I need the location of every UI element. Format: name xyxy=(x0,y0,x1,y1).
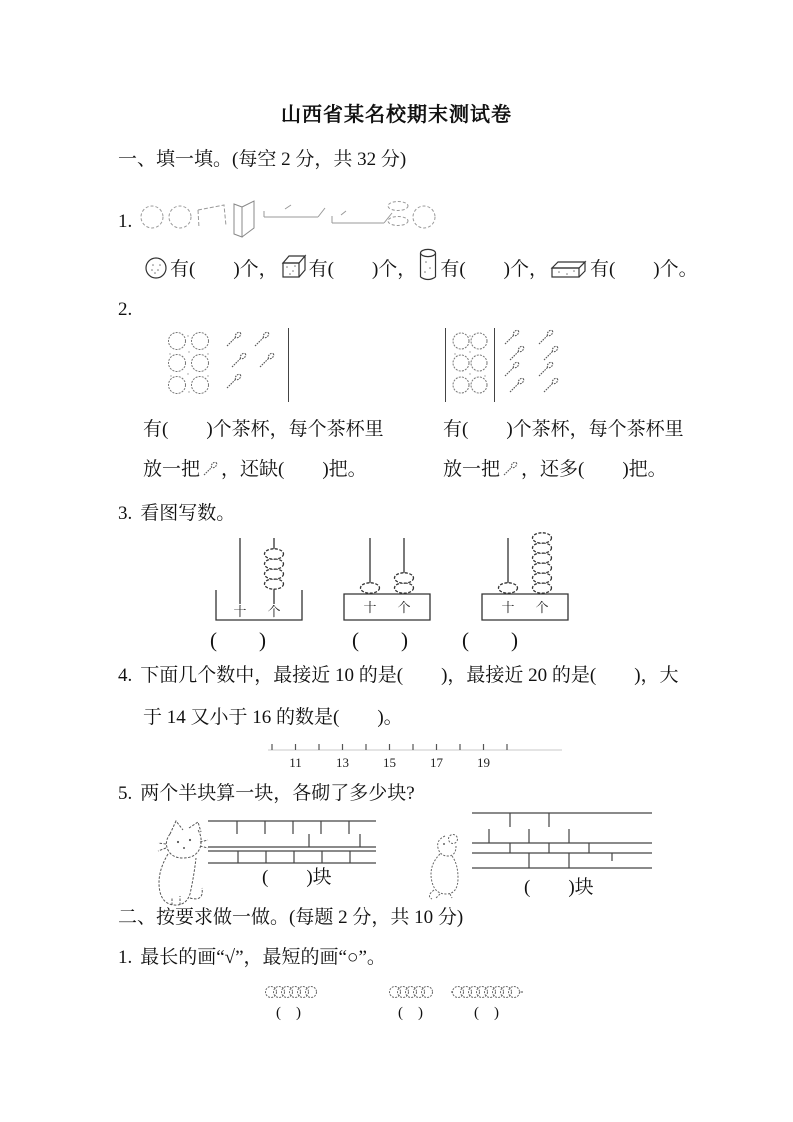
q3-number: 3. xyxy=(118,503,133,524)
q2-left-line2-post: ，还缺( )把。 xyxy=(221,459,367,480)
q4-number: 4. xyxy=(118,665,133,686)
q1-seg-sphere: 有( )个， xyxy=(170,259,278,280)
q5-number: 5. xyxy=(118,783,133,804)
figure-divider-line xyxy=(288,328,289,402)
q3-answer-blank: ( ) xyxy=(210,628,266,652)
tens-label: 十 xyxy=(501,600,515,615)
s2-q1-blank: ( ) xyxy=(398,1005,423,1021)
q5-right-answer-blank: ( )块 xyxy=(524,877,594,898)
q4-line2: 于 14 又小于 16 的数是( )。 xyxy=(143,707,403,728)
ones-label: 个 xyxy=(267,604,281,619)
s2-q1-number: 1. xyxy=(118,947,133,968)
q3-answer-blank: ( ) xyxy=(462,628,518,652)
cylinder-sketch-icon xyxy=(388,202,408,211)
spoon-icon xyxy=(502,461,519,477)
q1-shapes-row-figure xyxy=(136,190,436,238)
flat-cuboid-sketch-icon xyxy=(332,211,392,223)
ring-chain-figure xyxy=(451,984,531,1000)
ones-label: 个 xyxy=(397,600,411,615)
cuboid-icon xyxy=(550,260,588,280)
s2-q1-blank: ( ) xyxy=(276,1005,301,1021)
q1-seg-cuboid: 有( )个。 xyxy=(589,259,698,280)
q4-line1 xyxy=(118,664,679,688)
q2-right-line2-post: ，还多( )把。 xyxy=(521,459,667,480)
flat-cuboid-sketch-icon xyxy=(264,205,325,217)
figure-divider-line xyxy=(445,328,446,402)
cube-icon xyxy=(280,253,307,280)
tens-label: 十 xyxy=(233,604,247,619)
teacups-group-left-figure xyxy=(164,330,216,396)
svg-text:13: 13 xyxy=(336,755,349,770)
ring-chain-figure xyxy=(264,984,322,1000)
q2-left-line2 xyxy=(143,458,367,482)
number-line-figure xyxy=(266,740,566,772)
spoons-group-left-figure xyxy=(224,330,286,398)
svg-text:11: 11 xyxy=(289,755,302,770)
svg-text:15: 15 xyxy=(383,755,396,770)
q4-line1-text: 下面几个数中，最接近 10 的是( )，最接近 20 的是( )，大 xyxy=(140,665,679,686)
q1-fill-line xyxy=(142,248,698,282)
abacus-figure xyxy=(330,532,442,624)
sphere-sketch-icon xyxy=(141,206,163,228)
page-title: 山西省某名校期末测试卷 xyxy=(281,104,512,126)
tens-label: 十 xyxy=(363,600,377,615)
q2-left-line2-pre: 放一把 xyxy=(143,459,201,480)
box-corner-sketch-icon xyxy=(198,205,226,228)
q3-prompt xyxy=(118,502,235,526)
svg-text:19: 19 xyxy=(477,755,490,770)
figure-divider-line xyxy=(494,328,495,402)
s2-q1-blank: ( ) xyxy=(474,1005,499,1021)
mouse-figure xyxy=(426,830,466,900)
q1-number: 1. xyxy=(118,211,133,232)
sphere-sketch-icon xyxy=(169,206,191,228)
teacups-group-right-figure xyxy=(450,330,490,396)
ones-label: 个 xyxy=(535,600,549,615)
s2-q1-text: 最长的画“√”，最短的画“○”。 xyxy=(140,947,386,968)
q1-seg-cylinder: 有( )个， xyxy=(440,259,548,280)
cylinder-sketch-icon xyxy=(388,217,408,226)
q3-text: 看图写数。 xyxy=(140,503,236,524)
s2-q1-prompt xyxy=(118,946,386,970)
section1-heading: 一、填一填。(每空 2 分，共 32 分) xyxy=(118,149,407,170)
q2-right-line1: 有( )个茶杯，每个茶杯里 xyxy=(443,419,684,440)
q5-text: 两个半块算一块，各砌了多少块? xyxy=(140,783,415,804)
brick-wall-right-figure xyxy=(472,810,652,872)
cylinder-icon xyxy=(418,248,438,282)
q2-number: 2. xyxy=(118,299,133,320)
standing-box-sketch-icon xyxy=(234,201,254,237)
q2-left-line1: 有( )个茶杯，每个茶杯里 xyxy=(143,419,384,440)
spoon-icon xyxy=(202,461,219,477)
q3-answer-blank: ( ) xyxy=(352,628,408,652)
q1-seg-cube: 有( )个， xyxy=(308,259,417,280)
spoons-group-right-figure xyxy=(502,328,578,400)
q2-right-line2-pre: 放一把 xyxy=(443,459,501,480)
svg-text:17: 17 xyxy=(430,755,443,770)
abacus-figure xyxy=(468,532,580,624)
q2-right-line2 xyxy=(443,458,667,482)
brick-wall-left-figure xyxy=(208,818,376,866)
section2-heading: 二、按要求做一做。(每题 2 分，共 10 分) xyxy=(118,907,464,928)
q5-prompt xyxy=(118,782,415,806)
q5-left-answer-blank: ( )块 xyxy=(262,867,332,888)
abacus-figure xyxy=(200,532,312,624)
sphere-icon xyxy=(144,254,168,280)
ring-chain-figure xyxy=(388,984,438,1000)
sphere-sketch-icon xyxy=(413,206,435,228)
